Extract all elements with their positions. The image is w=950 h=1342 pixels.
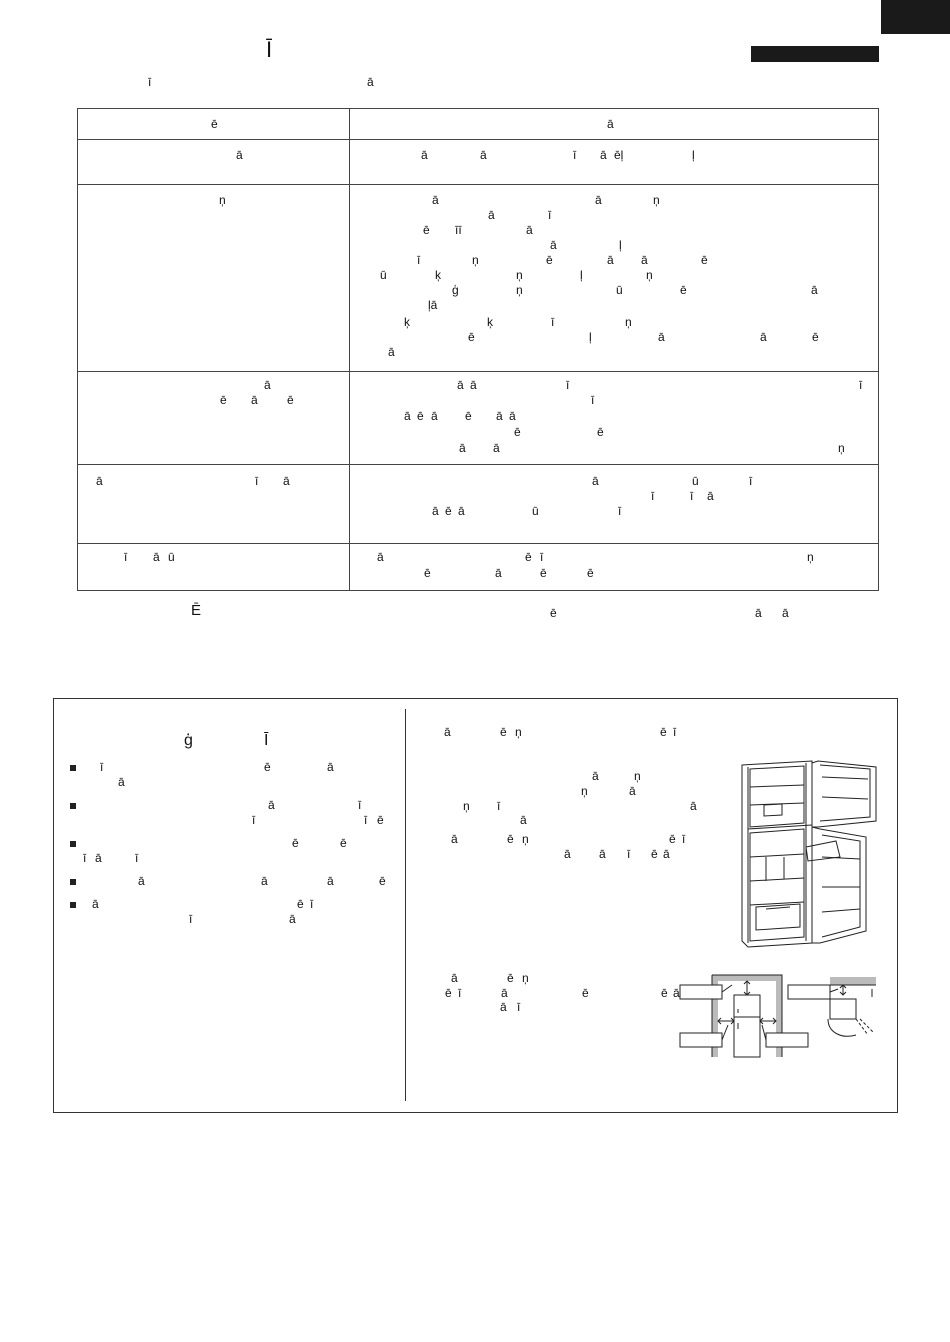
row3-text: ē <box>465 409 472 423</box>
right-text: ē <box>507 971 514 985</box>
row1-text: ā <box>600 148 607 162</box>
right-text: ā <box>501 986 508 1000</box>
right-text: ī <box>517 1000 521 1014</box>
page-title: Ī <box>266 37 273 62</box>
bullet-icon <box>70 765 76 771</box>
right-text: ī <box>627 847 631 861</box>
right-text: ē <box>507 832 514 846</box>
note-glyph: ā <box>755 606 762 620</box>
bullet-text: ē <box>379 874 386 888</box>
row3-text: ā <box>493 441 500 455</box>
row4-text: ī <box>749 474 753 488</box>
row3-left: ē <box>287 393 294 407</box>
row3-left: ē <box>220 393 227 407</box>
bullet-text: ī <box>364 813 368 827</box>
row2-text: ā <box>526 223 533 237</box>
row2-text: ņ <box>646 268 653 282</box>
right-text: ņ <box>581 784 588 798</box>
row2-text: ē <box>546 253 553 267</box>
bullet-text: ī <box>100 760 104 774</box>
note-glyph: Ē <box>191 602 202 619</box>
bullet-icon <box>70 879 76 885</box>
right-text: ā <box>629 784 636 798</box>
right-text: ā <box>500 1000 507 1014</box>
bullet-text: ē <box>377 813 384 827</box>
row3-text: ē <box>417 409 424 423</box>
right-text: ē <box>651 847 658 861</box>
row2-text: ū <box>616 283 623 297</box>
right-text: ā <box>520 813 527 827</box>
table-row <box>78 544 879 591</box>
row3-text: ā <box>459 441 466 455</box>
right-text: ī <box>682 832 686 846</box>
right-text: ā <box>444 725 451 739</box>
row2-text: ā <box>607 253 614 267</box>
row4-text: ū <box>532 504 539 518</box>
bullet-text: ē <box>297 897 304 911</box>
bullet-text: ī <box>135 851 139 865</box>
bullet-icon <box>70 803 76 809</box>
row2-text: ē <box>812 330 819 344</box>
row4-text: ā <box>707 489 714 503</box>
right-text: ē <box>669 832 676 846</box>
row5-text: ī <box>540 550 544 564</box>
row5-text: ē <box>587 566 594 580</box>
row3-left: ā <box>251 393 258 407</box>
intro-glyph-1: ī <box>148 75 152 89</box>
row2-text: ī <box>551 315 555 329</box>
right-text: ē <box>661 986 668 1000</box>
row5-text: ņ <box>807 550 814 564</box>
row2-text: ē <box>701 253 708 267</box>
right-text: ī <box>497 799 501 813</box>
row4-text: ā <box>458 504 465 518</box>
row2-text: īī <box>455 223 462 237</box>
row5-text: ē <box>540 566 547 580</box>
row3-text: ī <box>859 378 863 392</box>
row3-text: ā <box>457 378 464 392</box>
header-left-text: ē <box>211 117 218 131</box>
row2-text: ī <box>417 253 421 267</box>
right-text: ā <box>564 847 571 861</box>
row5-text: ā <box>377 550 384 564</box>
row3-text: ī <box>566 378 570 392</box>
bullet-text: ī <box>189 912 193 926</box>
row1-left: ā <box>236 148 243 162</box>
row2-text: ņ <box>653 193 660 207</box>
page-corner-tab <box>881 0 950 34</box>
bullet-text: ē <box>292 836 299 850</box>
row2-text: ā <box>488 208 495 222</box>
row1-text: ļ <box>692 148 695 162</box>
right-text: ņ <box>463 799 470 813</box>
right-text: ā <box>599 847 606 861</box>
bullet-text: ā <box>289 912 296 926</box>
bullet-text: ā <box>138 874 145 888</box>
row2-text: ķ <box>435 268 441 282</box>
row2-text: ā <box>760 330 767 344</box>
row3-text: ī <box>591 393 595 407</box>
row2-text: ū <box>380 268 387 282</box>
row1-text: ā <box>421 148 428 162</box>
row5-text: ē <box>424 566 431 580</box>
installation-panel <box>53 698 898 1113</box>
right-text: ā <box>663 847 670 861</box>
right-text: ā <box>451 832 458 846</box>
row3-text: ā <box>509 409 516 423</box>
row4-text: ā <box>432 504 439 518</box>
row2-text: ā <box>432 193 439 207</box>
row4-text: ī <box>618 504 622 518</box>
row4-left: ī <box>255 474 259 488</box>
table-header-left <box>78 109 350 140</box>
note-glyph: ē <box>550 606 557 620</box>
bullet-text: ī <box>310 897 314 911</box>
section-title-bar <box>751 46 879 62</box>
row5-text: ē <box>525 550 532 564</box>
row1-text: ī <box>573 148 577 162</box>
row2-text: ē <box>423 223 430 237</box>
row3-text: ē <box>514 425 521 439</box>
row3-text: ā <box>431 409 438 423</box>
bullet-text: ā <box>92 897 99 911</box>
right-text: ņ <box>522 971 529 985</box>
right-text: ā <box>592 769 599 783</box>
right-text: ņ <box>515 725 522 739</box>
bullet-text: ā <box>261 874 268 888</box>
row2-text: ā <box>658 330 665 344</box>
bullet-text: ā <box>327 760 334 774</box>
row2-text: ģ <box>452 283 459 297</box>
row2-left: ņ <box>219 193 226 207</box>
right-text: ā <box>673 986 680 1000</box>
row4-text: ī <box>651 489 655 503</box>
right-text: ā <box>451 971 458 985</box>
row4-text: ī <box>690 489 694 503</box>
row4-text: ā <box>592 474 599 488</box>
right-text: ņ <box>634 769 641 783</box>
row2-text: ķ <box>404 315 410 329</box>
note-glyph: ā <box>782 606 789 620</box>
bullet-text: ī <box>358 798 362 812</box>
row2-text: ļ <box>580 268 583 282</box>
row5-left: ī <box>124 550 128 564</box>
row3-text: ņ <box>838 441 845 455</box>
row2-text: ļ <box>589 330 592 344</box>
row2-text: ņ <box>516 283 523 297</box>
bullet-text: ī <box>252 813 256 827</box>
row3-text: ā <box>470 378 477 392</box>
right-text: ā <box>690 799 697 813</box>
table-row <box>78 372 879 465</box>
row3-text: ā <box>496 409 503 423</box>
row2-text: ā <box>595 193 602 207</box>
right-text: ē <box>660 725 667 739</box>
table-row <box>78 140 879 185</box>
panel-divider <box>405 709 406 1101</box>
bullet-text: ī <box>83 851 87 865</box>
row2-text: ā <box>550 238 557 252</box>
row2-text: ē <box>680 283 687 297</box>
row2-text: ļā <box>428 298 438 312</box>
row4-text: ē <box>445 504 452 518</box>
bullet-text: ā <box>268 798 275 812</box>
row5-text: ā <box>495 566 502 580</box>
row4-text: ū <box>692 474 699 488</box>
intro-glyph-2: ā <box>367 75 374 89</box>
bullet-icon <box>70 841 76 847</box>
row2-text: ā <box>388 345 395 359</box>
row3-text: ā <box>404 409 411 423</box>
refrigerator-open-illustration <box>736 757 886 953</box>
right-text: ī <box>458 986 462 1000</box>
troubleshooting-table <box>77 108 879 591</box>
table-header-right <box>350 109 879 140</box>
row5-left: ā <box>153 550 160 564</box>
bullet-text: ā <box>327 874 334 888</box>
table-row <box>78 465 879 544</box>
row1-text: ā <box>480 148 487 162</box>
row2-text: ņ <box>625 315 632 329</box>
row3-left: ā <box>264 378 271 392</box>
row2-text: ņ <box>516 268 523 282</box>
row2-right <box>350 185 879 372</box>
bullet-text: ā <box>95 851 102 865</box>
right-text: ī <box>673 725 677 739</box>
row4-left: ā <box>96 474 103 488</box>
row3-text: ē <box>597 425 604 439</box>
table-header-row <box>78 109 879 140</box>
left-heading: ģ <box>184 732 193 749</box>
row2-text: ē <box>468 330 475 344</box>
row2-text: ā <box>641 253 648 267</box>
row2-text: ļ <box>619 238 622 252</box>
row4-left: ā <box>283 474 290 488</box>
clearance-diagram <box>678 971 878 1061</box>
right-text: ē <box>500 725 507 739</box>
bullet-text: ē <box>264 760 271 774</box>
row2-text: ī <box>548 208 552 222</box>
right-text: ņ <box>522 832 529 846</box>
right-text: ē <box>582 986 589 1000</box>
right-text: ē <box>445 986 452 1000</box>
row2-text: ņ <box>472 253 479 267</box>
row2-text: ā <box>811 283 818 297</box>
bullet-icon <box>70 902 76 908</box>
row1-text: ēļ <box>614 148 624 162</box>
bullet-text: ē <box>340 836 347 850</box>
left-heading: Ī <box>264 732 269 749</box>
bullet-text: ā <box>118 775 125 789</box>
row5-left: ū <box>168 550 175 564</box>
table-row <box>78 185 879 372</box>
row2-text: ķ <box>487 315 493 329</box>
header-right-text: ā <box>607 117 614 131</box>
